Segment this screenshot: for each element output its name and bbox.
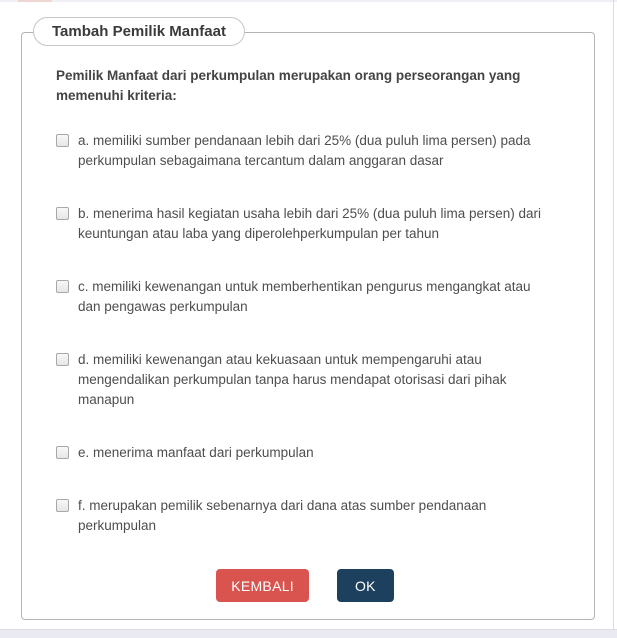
criteria-checkbox-e[interactable]	[56, 446, 69, 459]
criteria-label-c: c. memiliki kewenangan untuk memberhentikan pengurus mengangkat atau dan pengawas perkumpulan	[78, 279, 531, 314]
criteria-heading: Pemilik Manfaat dari perkumpulan merupakan orang perseorangan yang memenuhi kriteria:	[56, 68, 521, 103]
cutoff-element-edge	[18, 0, 52, 2]
tambah-pemilik-manfaat-panel	[21, 23, 595, 620]
criteria-label-f: f. merupakan pemilik sebenarnya dari dana atas sumber pendanaan perkumpulan	[78, 498, 487, 533]
criteria-item-c[interactable]	[56, 277, 554, 317]
top-edge-strip	[0, 0, 617, 2]
criteria-checkbox-a[interactable]	[56, 134, 69, 147]
criteria-checkbox-d[interactable]	[56, 353, 69, 366]
ok-button[interactable]: OK	[337, 569, 394, 602]
criteria-checkbox-f[interactable]	[56, 499, 69, 512]
criteria-item-f[interactable]	[56, 496, 554, 536]
criteria-label-e: e. menerima manfaat dari perkumpulan	[78, 445, 314, 460]
criteria-item-a[interactable]	[56, 131, 554, 171]
panel-body	[22, 33, 594, 602]
kembali-button[interactable]: KEMBALI	[216, 569, 309, 602]
panel-title: Tambah Pemilik Manfaat	[33, 17, 245, 46]
criteria-item-d[interactable]	[56, 350, 554, 410]
criteria-item-e[interactable]	[56, 443, 554, 463]
button-row	[56, 569, 554, 602]
criteria-label-b: b. menerima hasil kegiatan usaha lebih dari 25% (dua puluh lima persen) dari keuntungan atau laba yang diperolehperkumpulan per tahun	[78, 206, 542, 241]
window-edge-line	[613, 0, 614, 629]
criteria-item-b[interactable]	[56, 204, 554, 244]
criteria-label-d: d. memiliki kewenangan atau kekuasaan untuk mempengaruhi atau mengendalikan perkumpulan tanpa harus mendapat otorisasi dari pihak manapun	[78, 352, 507, 407]
criteria-checkbox-c[interactable]	[56, 280, 69, 293]
criteria-checkbox-b[interactable]	[56, 207, 69, 220]
page-bottom-band	[0, 629, 617, 638]
criteria-label-a: a. memiliki sumber pendanaan lebih dari 25% (dua puluh lima persen) pada perkumpulan sebagaimana tercantum dalam anggaran dasar	[78, 133, 531, 168]
